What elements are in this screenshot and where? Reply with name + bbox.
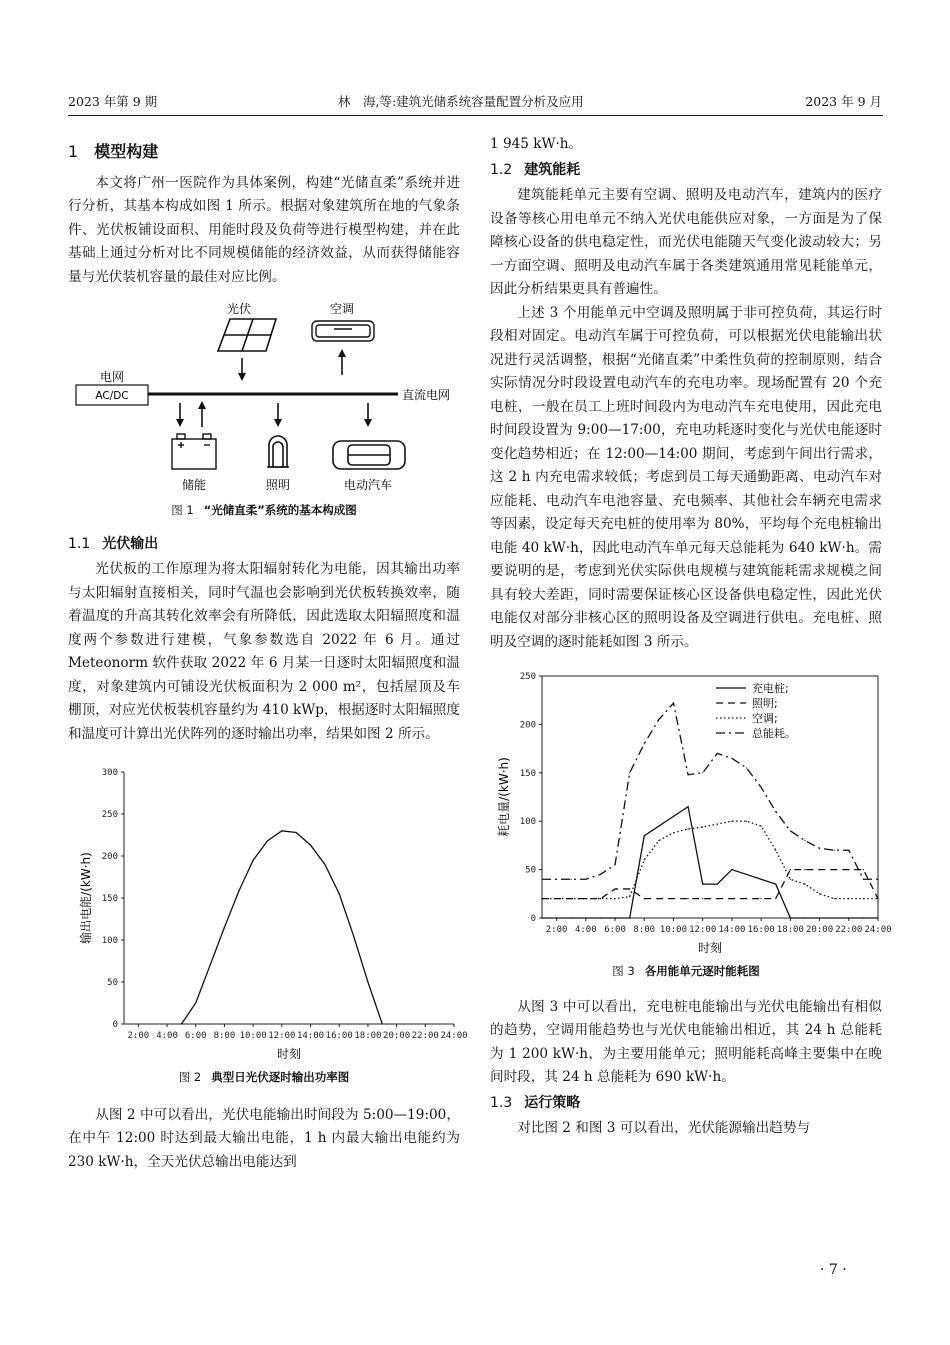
x-tick-label: 16:00 [747, 925, 775, 935]
y-tick-label: 150 [519, 768, 536, 779]
y-tick-label: 50 [525, 865, 536, 876]
x-tick-label: 20:00 [806, 925, 834, 935]
ev-label: 电动汽车 [343, 478, 393, 492]
data-point [267, 840, 268, 841]
data-point [339, 893, 340, 894]
figure-3-caption-text: 各用能单元逐时能耗图 [644, 964, 760, 978]
x-tick-label: 6:00 [184, 1031, 207, 1041]
data-point [761, 898, 762, 899]
x-tick-label: 6:00 [604, 925, 626, 935]
data-point [761, 825, 762, 826]
light-bulb-icon [267, 436, 289, 467]
y-tick-label: 250 [519, 672, 536, 682]
section-1-paragraph: 本文将广州一医院作为具体案例，构建“光储直柔”系统并进行分析，其基本构成如图 1 所示。根据对象建筑所在地的气象条件、光伏板铺设面积、用能时段及负荷等进行模型构建，并在此基础上通过分析对比不同规模储能的经济效益，从而获得储能容量与光伏装机容量的最佳对应比例。 [68, 174, 460, 285]
data-point [819, 848, 820, 849]
header-left: 2023 年第 9 期 [68, 94, 158, 109]
x-tick-label: 22:00 [835, 925, 863, 935]
data-point [834, 850, 835, 851]
data-point [687, 774, 688, 775]
data-point [644, 898, 645, 899]
figure-2-caption-number: 图 2 [178, 1070, 202, 1084]
data-point [195, 1002, 196, 1003]
data-point [687, 828, 688, 829]
data-point [834, 917, 835, 918]
data-point [687, 806, 688, 807]
section-1-3-number: 1.3 [490, 1094, 513, 1111]
data-point [600, 917, 601, 918]
section-1-1-paragraph: 光伏板的工作原理为将太阳辐射转化为电能，因其输出功率与太阳辐射直接相关，同时气温也会影响到光伏板转换效率，随着温度的升高其转化效率会有所降低，因此选取太阳辐照度和温度两个参数进行建模，气象参数选自 2022 年 6 月。通过 Meteonorm 软件获取 2022 年 6 月某一日逐时太阳辐照度和温度，对象建筑内可铺设光伏板面积为 2 000 m²，包括屋顶及车棚顶，对应光伏板装机容量约为 410 kWp，根据逐时太阳辐照度和温度可计算出光伏阵列的逐时输出功率，结果如图 2 所示。 [68, 561, 460, 742]
data-point [863, 869, 864, 870]
light-arrow-down-head [274, 419, 282, 427]
data-point [541, 917, 542, 918]
data-point [848, 898, 849, 899]
data-point [673, 816, 674, 817]
data-point [775, 811, 776, 812]
x-tick-label: 4:00 [574, 925, 597, 935]
air-conditioner-icon [312, 321, 374, 341]
data-point [644, 743, 645, 744]
data-point [600, 898, 601, 899]
x-tick-label: 2:00 [545, 925, 568, 935]
series-line-1 [181, 831, 382, 1024]
section-1-1-number: 1.1 [68, 535, 91, 552]
y-tick-label: 0 [112, 1020, 118, 1030]
x-tick-label: 14:00 [718, 925, 746, 935]
data-point [310, 844, 311, 845]
data-point [541, 879, 542, 880]
y-tick-label: 0 [530, 914, 536, 924]
section-1-3-title: 运行策略 [524, 1094, 581, 1111]
data-point [353, 935, 354, 936]
data-point [775, 884, 776, 885]
data-point [804, 917, 805, 918]
data-point [731, 821, 732, 822]
data-point [717, 824, 718, 825]
data-point [614, 898, 615, 899]
paragraph-after-figure-3: 从图 3 中可以看出，充电桩电能输出与光伏电能输出有相似的趋势，空调用能趋势也与光伏电能输出相近，其 24 h 总能耗为 1 200 kW·h，为主要用能单元；照明能耗高峰主要集中在晚间时段，其 24 h 总能耗为 690 kW·h。 [490, 998, 882, 1085]
x-tick-label: 2:00 [127, 1031, 150, 1041]
data-point [746, 821, 747, 822]
header-right: 2023 年 9 月 [805, 94, 882, 109]
section-1-2-heading [490, 159, 882, 183]
figure-1-caption-text: “光储直柔”系统的基本构成图 [203, 503, 357, 517]
data-point [296, 832, 297, 833]
data-point [790, 869, 791, 870]
data-point [281, 830, 282, 831]
legend-label: 照明; [752, 697, 778, 710]
x-tick-label: 18:00 [776, 925, 804, 935]
figure-3-caption-number: 图 3 [612, 964, 635, 978]
section-1-3-heading [490, 1092, 882, 1116]
data-point [848, 869, 849, 870]
data-point [541, 898, 542, 899]
figure-1-caption [68, 499, 460, 523]
y-axis-label: 输出电能/(kW·h) [79, 852, 93, 944]
figure-2-caption [68, 1066, 460, 1090]
continued-text: 1 945 kW·h。 [490, 136, 583, 152]
right-column [490, 133, 892, 1141]
y-axis-label: 耗电量/(kW·h) [497, 757, 511, 837]
header-center: 林 海,等:建筑光储系统容量配置分析及应用 [338, 94, 584, 109]
x-tick-label: 10:00 [239, 1031, 267, 1041]
data-point [848, 850, 849, 851]
data-point [834, 869, 835, 870]
data-point [804, 884, 805, 885]
x-tick-label: 8:00 [633, 925, 656, 935]
data-point [746, 898, 747, 899]
legend-label: 空调; [752, 712, 778, 725]
series-line-3 [542, 821, 878, 898]
data-point [790, 879, 791, 880]
y-tick-label: 200 [519, 720, 536, 731]
data-point [600, 874, 601, 875]
grid-label: 电网 [100, 370, 125, 384]
series-line-4 [542, 703, 878, 879]
series-line-1 [542, 807, 878, 918]
data-point [804, 840, 805, 841]
section-1-2-title: 建筑能耗 [524, 161, 581, 178]
solar-panel-icon [218, 319, 276, 351]
data-point [717, 898, 718, 899]
data-point [238, 891, 239, 892]
data-point [731, 758, 732, 759]
pv-arrow-head [238, 373, 246, 381]
figure-2-caption-text: 典型日光伏逐时输出功率图 [211, 1070, 350, 1084]
x-axis-label: 时刻 [697, 941, 723, 955]
left-column [68, 140, 468, 1174]
paragraph-after-figure-2: 从图 2 中可以看出，光伏电能输出时间段为 5:00—19:00，在中午 12:00 时达到最大输出电能，1 h 内最大输出电能约为 230 kW·h，全天光伏总输出电能达到 [68, 1106, 460, 1170]
data-point [253, 860, 254, 861]
x-tick-label: 22:00 [411, 1031, 439, 1041]
x-tick-label: 4:00 [156, 1031, 178, 1041]
data-point [731, 898, 732, 899]
section-1-title: 模型构建 [94, 142, 159, 161]
data-point [673, 703, 674, 704]
data-point [556, 898, 557, 899]
data-point [209, 965, 210, 966]
data-point [658, 825, 659, 826]
data-point [571, 917, 572, 918]
figure-3 [490, 666, 892, 956]
data-point [863, 898, 864, 899]
figure-3-caption [490, 960, 882, 984]
data-point [819, 917, 820, 918]
x-tick-label: 16:00 [325, 1031, 353, 1041]
data-point [790, 917, 791, 918]
storage-arrow-down-head [176, 419, 184, 427]
y-tick-label: 50 [107, 978, 118, 988]
data-point [790, 830, 791, 831]
y-tick-label: 100 [519, 817, 536, 828]
x-tick-label: 20:00 [383, 1031, 411, 1041]
ac-arrow-head [338, 349, 346, 357]
data-point [717, 753, 718, 754]
data-point [673, 832, 674, 833]
data-point [673, 898, 674, 899]
data-point [224, 927, 225, 928]
data-point [644, 835, 645, 836]
data-point [702, 826, 703, 827]
data-point [863, 917, 864, 918]
data-point [687, 898, 688, 899]
legend-label: 充电桩; [752, 682, 789, 695]
dc-grid-label: 直流电网 [402, 388, 451, 402]
section-1-heading [68, 140, 460, 164]
data-point [181, 1023, 182, 1024]
figure-1-caption-number: 图 1 [171, 503, 194, 517]
data-point [367, 981, 368, 982]
legend-label: 总能耗。 [752, 727, 796, 740]
data-point [761, 787, 762, 788]
x-tick-label: 8:00 [213, 1031, 236, 1041]
data-point [585, 879, 586, 880]
acdc-label: AC/DC [95, 390, 129, 402]
data-point [585, 917, 586, 918]
data-point [717, 884, 718, 885]
section-1-1-title: 光伏输出 [102, 535, 159, 552]
data-point [877, 879, 878, 880]
y-tick-label: 250 [101, 810, 118, 820]
data-point [702, 772, 703, 773]
ac-label: 空调 [329, 302, 355, 316]
x-axis-label: 时刻 [276, 1047, 302, 1061]
data-point [382, 1023, 383, 1024]
data-point [731, 869, 732, 870]
data-point [834, 898, 835, 899]
data-point [746, 767, 747, 768]
x-tick-label: 24:00 [440, 1031, 468, 1041]
y-tick-label: 300 [101, 768, 118, 778]
storage-label: 储能 [181, 478, 207, 492]
data-point [804, 869, 805, 870]
data-point [571, 898, 572, 899]
x-tick-label: 12:00 [689, 925, 717, 935]
data-point [658, 719, 659, 720]
system-diagram [68, 295, 460, 495]
data-point [571, 879, 572, 880]
y-tick-label: 200 [101, 852, 118, 862]
ev-arrow-down-head [364, 419, 372, 427]
figure-1 [68, 295, 460, 495]
figure-2 [68, 760, 468, 1061]
section-1-1-heading [68, 533, 460, 557]
data-point [324, 864, 325, 865]
data-point [629, 896, 630, 897]
data-point [775, 898, 776, 899]
light-label: 照明 [265, 478, 291, 492]
page-number: · 7 · [820, 1262, 847, 1278]
data-point [614, 917, 615, 918]
storage-arrow-up-head [198, 401, 206, 409]
data-point [702, 898, 703, 899]
section-1-2-number: 1.2 [490, 161, 513, 178]
car-icon [333, 441, 405, 469]
data-point [614, 864, 615, 865]
data-point [848, 917, 849, 918]
data-point [761, 879, 762, 880]
data-point [629, 917, 630, 918]
data-point [702, 884, 703, 885]
data-point [614, 888, 615, 889]
y-tick-label: 150 [101, 894, 118, 904]
x-tick-label: 14:00 [296, 1031, 325, 1041]
x-tick-label: 12:00 [268, 1031, 296, 1041]
header-rule [68, 115, 883, 116]
data-point [556, 917, 557, 918]
data-point [556, 879, 557, 880]
data-point [775, 850, 776, 851]
data-point [819, 893, 820, 894]
data-point [819, 869, 820, 870]
data-point [863, 879, 864, 880]
data-point [877, 917, 878, 918]
data-point [629, 888, 630, 889]
section-1-2-paragraph-1: 建筑能耗单元主要有空调、照明及电动汽车，建筑内的医疗设备等核心用电单元不纳入光伏电能供应对象，一方面是为了保障核心设备的供电稳定性，而光伏电能随天气变化波动较大；另一方面空调、照明及电动汽车属于各类建筑通用常见耗能单元，因此分析结果更具有普遍性。 [490, 187, 882, 297]
x-tick-label: 18:00 [354, 1031, 382, 1041]
data-point [658, 840, 659, 841]
battery-icon [172, 434, 216, 469]
energy-consumption-chart [490, 666, 892, 956]
data-point [585, 898, 586, 899]
data-point [644, 859, 645, 860]
data-point [877, 898, 878, 899]
data-point [658, 898, 659, 899]
data-point [629, 772, 630, 773]
section-1-3-paragraph: 对比图 2 和图 3 可以看出，光伏能源输出趋势与 [517, 1120, 811, 1136]
x-tick-label: 10:00 [659, 925, 688, 935]
section-1-number: 1 [68, 142, 79, 161]
pv-output-chart [68, 760, 468, 1061]
data-point [746, 874, 747, 875]
section-1-2-paragraph-2: 上述 3 个用能单元中空调及照明属于非可控负荷，其运行时段相对固定。电动汽车属于可控负荷，可以根据光伏电能输出状况进行灵活调整，根据“光储直柔”中柔性负荷的控制原则，结合实际情况分时段设置电动汽车的充电功率。现场配置有 20 个充电桩，一般在员工上班时间段内为电动汽车充电使用，因此充电时间段设置为 9:00—17:00，充电功耗逐时变化与光伏电能逐时变化趋势相近；在 12:00—14:00 期间，考虑到午间出行需求，这 2 h 内充电需求较低；考虑到员工每天通勤距离、电动汽车对应能耗、电动汽车电池容量、充电频率、其他社会车辆充电需求等因素，设定每天充电桩的使用率为 80%，平均每个充电桩输出电能 40 kW·h，因此电动汽车单元每天总能耗为 640 kW·h。需要说明的是，考虑到光伏实际供电规模与建筑能耗需求规模之间具有较大差距，同时需要保证核心区设备供电稳定性，因此光伏电能仅对部分非核心区的照明设备及空调进行供电。充电桩、照明及空调的逐时能耗如图 3 所示。 [490, 304, 882, 650]
y-tick-label: 100 [101, 936, 118, 946]
x-tick-label: 24:00 [864, 925, 892, 935]
pv-label: 光伏 [226, 302, 252, 316]
